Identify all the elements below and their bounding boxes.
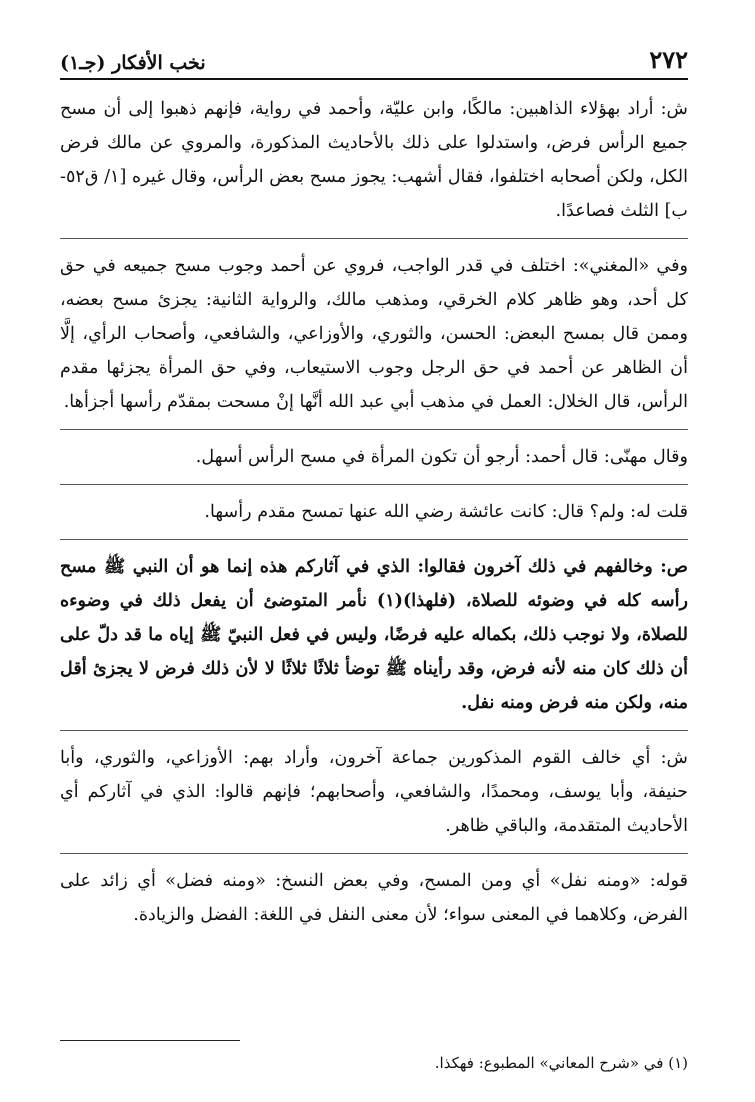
paragraph-commentary-2: ش: أي خالف القوم المذكورين جماعة آخرون، وأراد بهم: الأوزاعي، والثوري، وأبا حنيفة، وأبا يوسف، ومحمدًا، والشافعي، وأصحابهم؛ فإنهم قالوا: الذي في آثاركم أي الأحاديث المتقدمة، والباقي ظاهر. [60, 748, 688, 836]
paragraph-divider [60, 730, 688, 731]
running-title: نخب الأفكار (جـ١) [60, 52, 206, 74]
page-number: ٢٧٢ [649, 45, 688, 74]
paragraph-divider [60, 853, 688, 854]
paragraph-matn: ص: وخالفهم في ذلك آخرون فقالوا: الذي في آثاركم هذه إنما هو أن النبي ﷺ مسح رأسه كله في وضوئه للصلاة، (فلهذا)(١) نأمر المتوضئ أن يفعل ذلك في وضوءه للصلاة، ولا نوجب ذلك، بكماله عليه فرضًا، وليس في فعل النبيّ ﷺ إياه ما قد دلّ على أن ذلك كان منه لأنه فرض، وقد رأيناه ﷺ توضأ ثلاثًا ثلاثًا لا لأن ذلك فرض لا يجزئ أقل منه، ولكن منه فرض ومنه نفل. [60, 556, 688, 713]
page [60, 40, 688, 1072]
paragraph-mughni-quote: وفي «المغني»: اختلف في قدر الواجب، فروي عن أحمد وجوب مسح جميعه في حق كل أحد، وهو ظاهر كلام الخرقي، ومذهب مالك، والرواية الثانية: يجزئ مسح بعضه، وممن قال بمسح البعض: الحسن، والثوري، والأوزاعي، والشافعي، وأصحاب الرأي، إلَّا أن الظاهر عن أحمد في حق الرجل وجوب الاستيعاب، وفي حق المرأة يجزئها مقدم الرأس، قال الخلال: العمل في مذهب أبي عبد الله أنَّها إنْ مسحت بمقدّم رأسها أجزأها. [60, 256, 688, 412]
page-header [60, 40, 688, 80]
paragraph-question: قلت له: ولم؟ قال: كانت عائشة رضي الله عنها تمسح مقدم رأسها. [204, 502, 688, 522]
paragraph-muhanna: وقال مهنّى: قال أحمد: أرجو أن تكون المرأة في مسح الرأس أسهل. [195, 447, 688, 467]
paragraph-divider [60, 429, 688, 430]
footnote: (١) في «شرح المعاني» المطبوع: فهكذا. [434, 1054, 688, 1072]
paragraph-divider [60, 484, 688, 485]
paragraph-qawluhu: قوله: «ومنه نفل» أي ومن المسح، وفي بعض النسخ: «ومنه فضل» أي زائد على الفرض، وكلاهما في المعنى سواء؛ لأن معنى النفل في اللغة: الفضل والزيادة. [60, 871, 688, 925]
page-body [60, 92, 688, 932]
paragraph-divider [60, 238, 688, 239]
paragraph-divider [60, 539, 688, 540]
paragraph-commentary-1: ش: أراد بهؤلاء الذاهبين: مالكًا، وابن عليّة، وأحمد في رواية، فإنهم ذهبوا إلى أن مسح جميع الرأس فرض، واستدلوا على ذلك بالأحاديث المذكورة، والمروي عن مالك فرض الكل، ولكن أصحابه اختلفوا، فقال أشهب: يجوز مسح بعض الرأس، وقال غيره [١/ ق٥٢-ب] الثلث فصاعدًا. [60, 99, 688, 221]
footnote-rule [60, 1040, 240, 1041]
